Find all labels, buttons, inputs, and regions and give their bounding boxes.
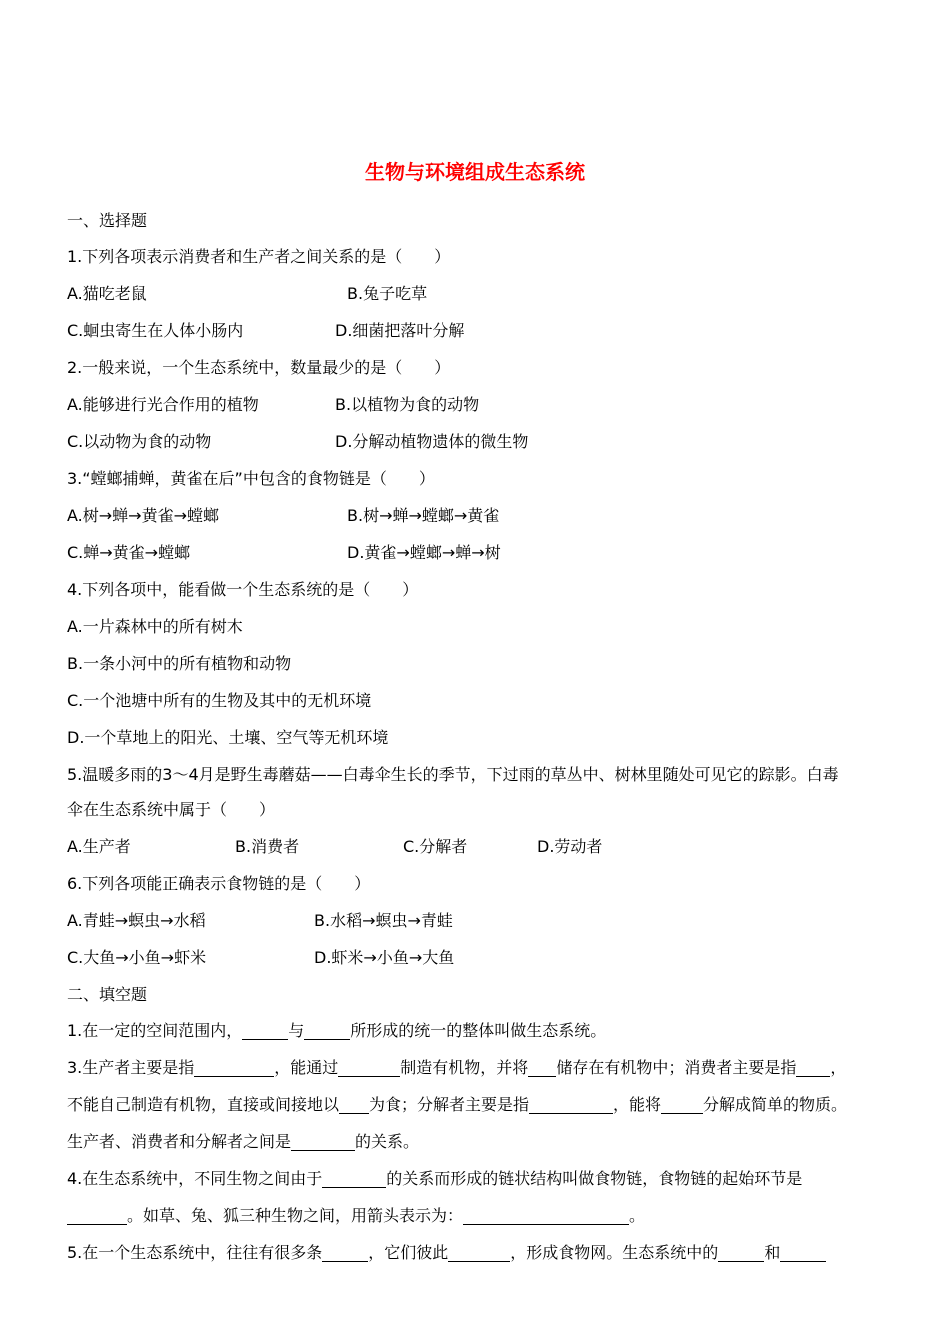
fill-question-1	[67, 1016, 887, 1053]
question-2: 2.一般来说，一个生态系统中，数量最少的是（ ）	[67, 358, 451, 377]
fill-3-text-k: 的关系。	[355, 1132, 420, 1151]
option-1a: A.猫吃老鼠	[67, 284, 147, 303]
question-3-options-row-1	[67, 501, 887, 538]
question-2-options-row-1	[67, 390, 887, 427]
blank	[304, 1021, 350, 1040]
fill-3-text-f: 不能自己制造有机物，直接或间接地以	[67, 1095, 340, 1114]
fill-1-text-a: 1.在一定的空间范围内，	[67, 1021, 243, 1040]
blank	[796, 1058, 830, 1077]
question-4: 4.下列各项中，能看做一个生态系统的是（ ）	[67, 580, 419, 599]
fill-3-text-e: ，	[830, 1058, 847, 1077]
option-3a: A.树→蝉→黄雀→螳螂	[67, 506, 219, 525]
fill-5-text-b: ，它们彼此	[368, 1243, 449, 1262]
option-4a: A.一片森林中的所有树木	[67, 617, 243, 636]
fill-3-text-g: 为食；分解者主要是指	[369, 1095, 530, 1114]
option-5d: D.劳动者	[537, 837, 603, 856]
fill-question-5	[67, 1238, 887, 1275]
blank	[67, 1206, 127, 1225]
option-3d: D.黄雀→螳螂→蝉→树	[347, 543, 501, 562]
fill-3-text-a: 3.生产者主要是指	[67, 1058, 195, 1077]
fill-3-text-h: ，能将	[613, 1095, 662, 1114]
option-3b: B.树→蝉→螳螂→黄雀	[347, 506, 500, 525]
option-2a: A.能够进行光合作用的植物	[67, 395, 259, 414]
question-2-options-row-2	[67, 427, 887, 464]
question-3: 3.“螳螂捕蝉，黄雀在后”中包含的食物链是（ ）	[67, 469, 435, 488]
blank	[194, 1058, 274, 1077]
option-3c: C.蝉→黄雀→螳螂	[67, 543, 191, 562]
document-body	[67, 206, 887, 1275]
fill-4-text-c: 。如草、兔、狐三种生物之间，用箭头表示为：	[127, 1206, 464, 1225]
question-5-line-2: 伞在生态系统中属于（ ）	[67, 800, 276, 819]
option-4b: B.一条小河中的所有植物和动物	[67, 654, 292, 673]
option-6d: D.虾米→小鱼→大鱼	[314, 948, 455, 967]
option-5a: A.生产者	[67, 837, 131, 856]
section-heading-fill: 二、填空题	[67, 985, 148, 1004]
option-2b: B.以植物为食的动物	[335, 395, 480, 414]
fill-question-3-line-3	[67, 1127, 887, 1164]
blank	[339, 1095, 369, 1114]
fill-3-text-j: 生产者、消费者和分解者之间是	[67, 1132, 292, 1151]
question-3-options-row-2	[67, 538, 887, 575]
fill-3-text-b: ，能通过	[274, 1058, 339, 1077]
option-1d: D.细菌把落叶分解	[335, 321, 465, 340]
fill-4-text-b: 的关系而形成的链状结构叫做食物链，食物链的起始环节是	[386, 1169, 803, 1188]
section-heading-choice: 一、选择题	[67, 211, 148, 230]
fill-question-3-line-1	[67, 1053, 887, 1090]
option-4d: D.一个草地上的阳光、土壤、空气等无机环境	[67, 728, 389, 747]
option-6c: C.大鱼→小鱼→虾米	[67, 948, 207, 967]
question-6-options-row-2	[67, 943, 887, 980]
blank	[338, 1058, 400, 1077]
blank	[291, 1132, 355, 1151]
fill-question-3-line-2	[67, 1090, 887, 1127]
blank	[529, 1095, 613, 1114]
blank	[322, 1243, 368, 1262]
question-5-options	[67, 832, 887, 869]
blank	[528, 1058, 556, 1077]
question-6-options-row-1	[67, 906, 887, 943]
option-4c: C.一个池塘中所有的生物及其中的无机环境	[67, 691, 372, 710]
fill-3-text-d: 储存在有机物中；消费者主要是指	[556, 1058, 797, 1077]
fill-3-text-c: 制造有机物，并将	[400, 1058, 529, 1077]
fill-3-text-i: 分解成简单的物质。	[703, 1095, 848, 1114]
fill-4-text-a: 4.在生态系统中，不同生物之间由于	[67, 1169, 323, 1188]
option-1c: C.蛔虫寄生在人体小肠内	[67, 321, 244, 340]
option-6a: A.青蛙→螟虫→水稻	[67, 911, 206, 930]
option-2c: C.以动物为食的动物	[67, 432, 212, 451]
blank	[322, 1169, 386, 1188]
blank	[242, 1021, 288, 1040]
option-6b: B.水稻→螟虫→青蛙	[314, 911, 453, 930]
question-1: 1.下列各项表示消费者和生产者之间关系的是（ ）	[67, 247, 451, 266]
fill-5-text-d: 和	[764, 1243, 781, 1262]
blank	[780, 1243, 826, 1262]
option-5b: B.消费者	[235, 837, 300, 856]
option-2d: D.分解动植物遗体的微生物	[335, 432, 529, 451]
fill-question-4-line-2	[67, 1201, 887, 1238]
option-1b: B.兔子吃草	[347, 284, 428, 303]
fill-1-text-b: 与	[288, 1021, 305, 1040]
question-1-options-row-1	[67, 279, 887, 316]
fill-5-text-c: ，形成食物网。生态系统中的	[510, 1243, 719, 1262]
question-1-options-row-2	[67, 316, 887, 353]
fill-1-text-c: 所形成的统一的整体叫做生态系统。	[350, 1021, 607, 1040]
fill-5-text-a: 5.在一个生态系统中，往往有很多条	[67, 1243, 323, 1262]
blank	[718, 1243, 764, 1262]
blank	[448, 1243, 510, 1262]
blank	[463, 1206, 629, 1225]
question-6: 6.下列各项能正确表示食物链的是（ ）	[67, 874, 371, 893]
question-5-line-1: 5.温暖多雨的3～4月是野生毒蘑菇——白毒伞生长的季节，下过雨的草丛中、树林里随处可见它的踪影。白毒	[67, 765, 839, 784]
fill-4-text-d: 。	[629, 1206, 646, 1225]
fill-question-4-line-1	[67, 1164, 887, 1201]
document-title: 生物与环境组成生态系统	[365, 160, 585, 184]
blank	[661, 1095, 703, 1114]
option-5c: C.分解者	[403, 837, 468, 856]
